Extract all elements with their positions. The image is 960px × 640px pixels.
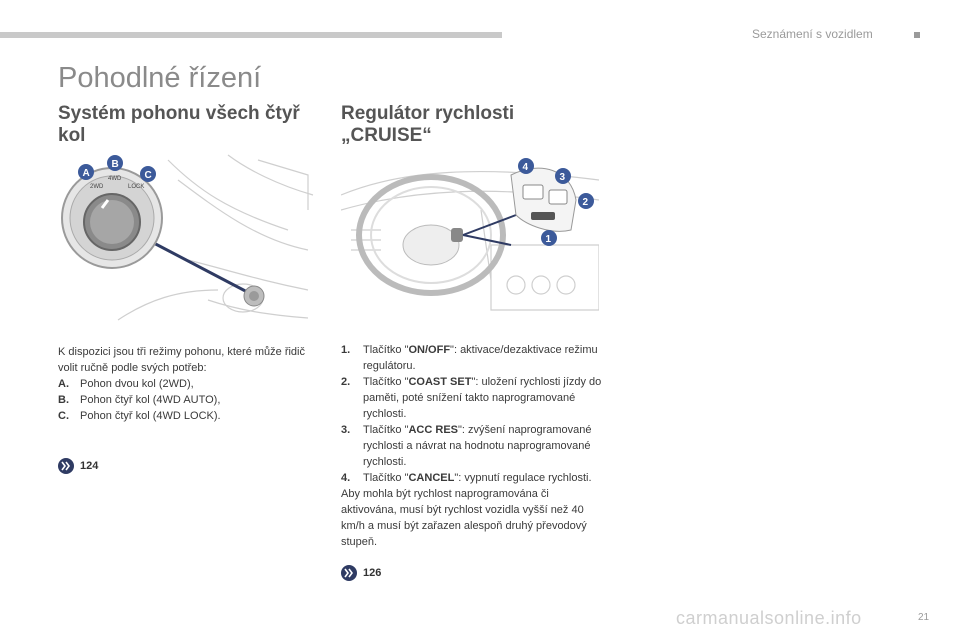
item-text: Pohon čtyř kol (4WD AUTO), (80, 394, 221, 406)
list-item (341, 470, 603, 486)
item-text: Pohon dvou kol (2WD), (80, 378, 194, 390)
page-reference-link[interactable] (341, 565, 381, 581)
section-title-4wd: Systém pohonu všech čtyř kol (58, 103, 300, 146)
page-number: 21 (918, 612, 930, 623)
cruise-note: Aby mohla být rychlost naprogramována či aktivována, musí být rychlost vozidla vyšší než 40 km/h a musí být zařazen alespoň druhý převodový stupeň. (341, 488, 587, 548)
page-reference-link[interactable] (58, 458, 98, 474)
list-item (58, 376, 318, 392)
callout-2: 2 (582, 197, 589, 208)
double-chevron-right-icon (58, 458, 74, 474)
item-text: Tlačítko "COAST SET": uložení rychlosti jízdy do paměti, poté snížení takto naprogramované rychlosti. (363, 376, 602, 420)
list-item (58, 392, 318, 408)
list-item (58, 408, 318, 424)
list-item (341, 422, 603, 470)
cruise-control-illustration (341, 150, 599, 325)
item-text: Tlačítko "ACC RES": zvýšení naprogramované rychlosti a návrat na hodnotu naprogramované rychlosti. (363, 424, 592, 468)
callout-3: 3 (559, 172, 566, 183)
watermark: carmanualsonline.info (676, 608, 862, 628)
item-label: B. (58, 394, 69, 406)
header-marker (914, 32, 920, 38)
4wd-description (58, 344, 318, 424)
list-item (341, 342, 603, 374)
item-label: 3. (341, 424, 351, 436)
list-item (341, 374, 603, 422)
section-title-cruise: Regulátor rychlosti „CRUISE“ (341, 103, 515, 146)
item-label: 1. (341, 344, 351, 356)
item-label: 2. (341, 376, 351, 388)
item-text: Pohon čtyř kol (4WD LOCK). (80, 410, 221, 422)
knob-mode-2wd: 2WD (90, 184, 104, 190)
item-text: Tlačítko "CANCEL": vypnutí regulace rychlosti. (363, 472, 592, 484)
callout-b: B (111, 159, 119, 170)
cruise-description (341, 342, 603, 550)
double-chevron-right-icon (341, 565, 357, 581)
4wd-intro: K dispozici jsou tři režimy pohonu, které může řidič volit ručně podle svých potřeb: (58, 346, 305, 374)
page-title: Pohodlné řízení (58, 62, 262, 94)
callout-4: 4 (522, 162, 529, 173)
page-reference-number: 124 (80, 460, 99, 472)
callout-a: A (82, 168, 90, 179)
item-text: Tlačítko "ON/OFF": aktivace/dezaktivace režimu regulátoru. (363, 344, 598, 372)
knob-mode-4wd: 4WD (108, 176, 122, 182)
item-label: 4. (341, 472, 351, 484)
item-label: A. (58, 378, 69, 390)
knob-mode-lock: LOCK (128, 184, 145, 190)
chapter-title: Seznámení s vozidlem (752, 27, 873, 41)
item-label: C. (58, 410, 69, 422)
callout-1: 1 (545, 234, 552, 245)
header-bar (0, 32, 502, 38)
callout-c: C (144, 170, 152, 181)
page-reference-number: 126 (363, 567, 382, 579)
4wd-knob-illustration (58, 150, 316, 325)
